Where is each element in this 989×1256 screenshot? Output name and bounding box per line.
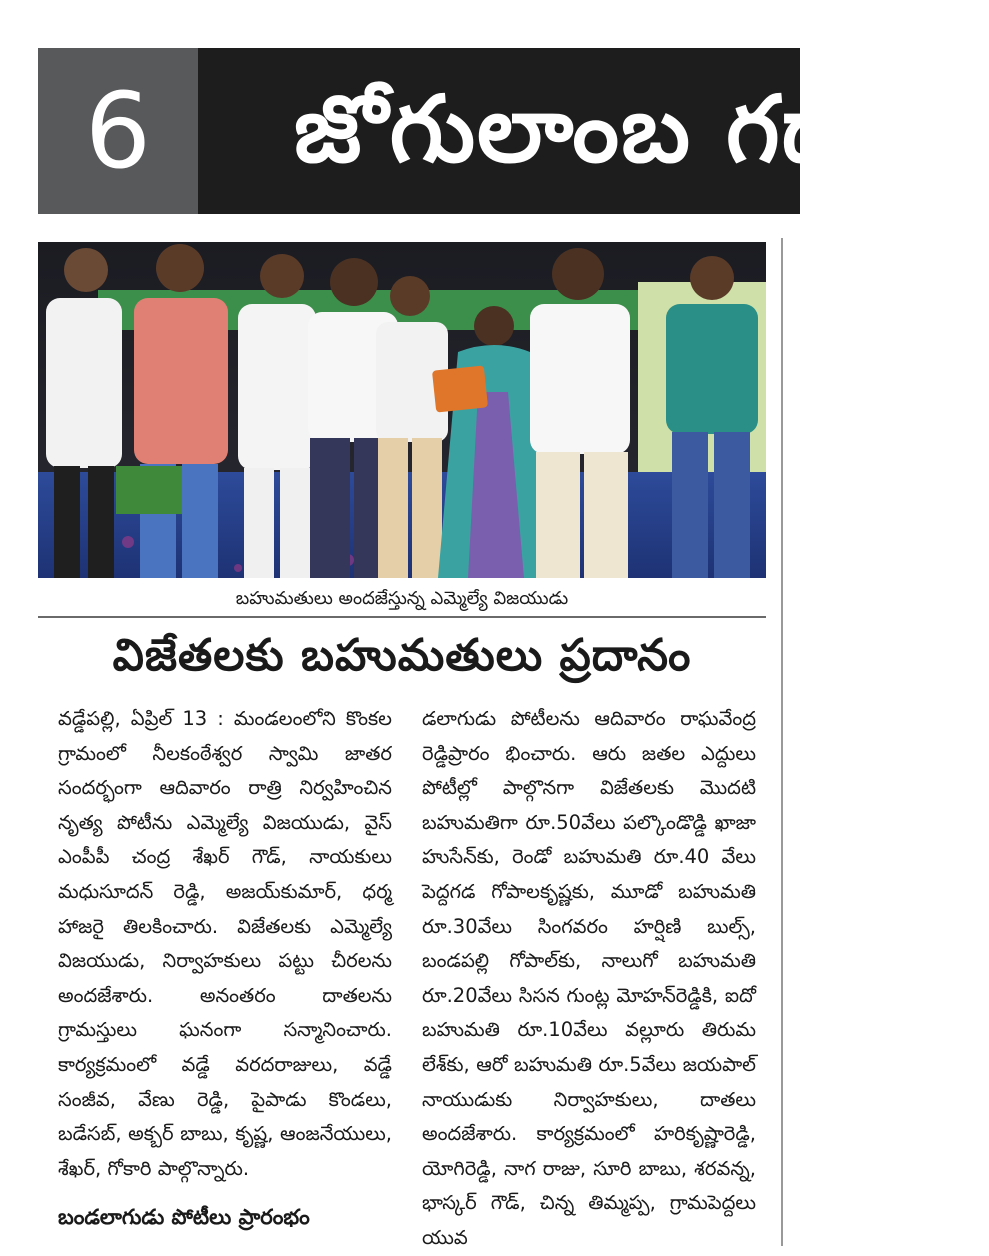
article-column-2	[422, 702, 756, 1256]
section-title: జోగులాంబ గద్వాల	[294, 76, 989, 183]
caption-divider	[38, 616, 766, 618]
article-column-1	[58, 702, 392, 1186]
photo-illustration	[38, 242, 766, 578]
column-divider	[781, 238, 783, 1246]
section-title-bar	[198, 48, 989, 214]
article-headline: విజేతలకు బహుమతులు ప్రదానం	[112, 630, 692, 681]
sub-headline: బండలాగుడు పోటీలు ప్రారంభం	[58, 1205, 310, 1229]
event-photo	[38, 242, 766, 578]
page-number: 6	[38, 48, 198, 214]
page-header	[38, 48, 989, 214]
article-paragraph-1: వడ్డేపల్లి, ఏప్రిల్ 13 : మండలంలోని కొంకల గ్రామంలో నీలకంఠేశ్వర స్వామి జాతర సందర్భంగా ఆదివారం రాత్రి నిర్వహించిన నృత్య పోటీను ఎమ్మెల్యే విజయుడు, వైస్ ఎంపీపీ చంద్ర శేఖర్ గౌడ్, నాయకులు మధుసూదన్ రెడ్డి, అజయ్‌కుమార్, ధర్మ హాజరై తిలకించారు. విజేతలకు ఎమ్మెల్యే విజయుడు, నిర్వాహకులు పట్టు చీరలను అందజేశారు. అనంతరం దాతలను గ్రామస్తులు ఘనంగా సన్మానించారు. కార్యక్రమంలో వడ్డే వరదరాజులు, వడ్డే సంజీవ, వేణు రెడ్డి, పైపాడు కొండలు, బడేసబ్, అక్బర్ బాబు, కృష్ణ, ఆంజనేయులు, శేఖర్, గోకారి పాల్గొన్నారు.	[58, 707, 392, 1180]
photo-caption: బహుమతులు అందజేస్తున్న ఎమ్మెల్యే విజయుడు	[235, 588, 569, 609]
article-paragraph-2: డలాగుడు పోటీలను ఆదివారం రాఘవేంద్ర రెడ్డిప్రారం భించారు. ఆరు జతల ఎద్దులు పోటీల్లో పాల్గొనగా విజేతలకు మొదటి బహుమతిగా రూ.50వేలు పల్కొండొడ్డి ఖాజా హుసేన్‌కు, రెండో బహుమతి రూ.40 వేలు పెద్దగడ గోపాలకృష్ణకు, మూడో బహుమతి రూ.30వేలు సింగవరం హర్షిణి బుల్స్, బండపల్లి గోపాల్‌కు, నాలుగో బహుమతి రూ.20వేలు సిసన గుంట్ల మోహన్‌రెడ్డికి, ఐదో బహుమతి రూ.10వేలు వల్లూరు తిరుమ లేశ్‌కు, ఆరో బహుమతి రూ.5వేలు జయపాల్ నాయుడుకు నిర్వాహకులు, దాతలు అందజేశారు. కార్యక్రమంలో హరికృష్ణారెడ్డి, యోగిరెడ్డి, నాగ రాజు, సూరి బాబు, శరవన్న, భాస్కర్ గౌడ్, చిన్న తిమ్మప్ప, గ్రామపెద్దలు యువ	[422, 707, 756, 1249]
